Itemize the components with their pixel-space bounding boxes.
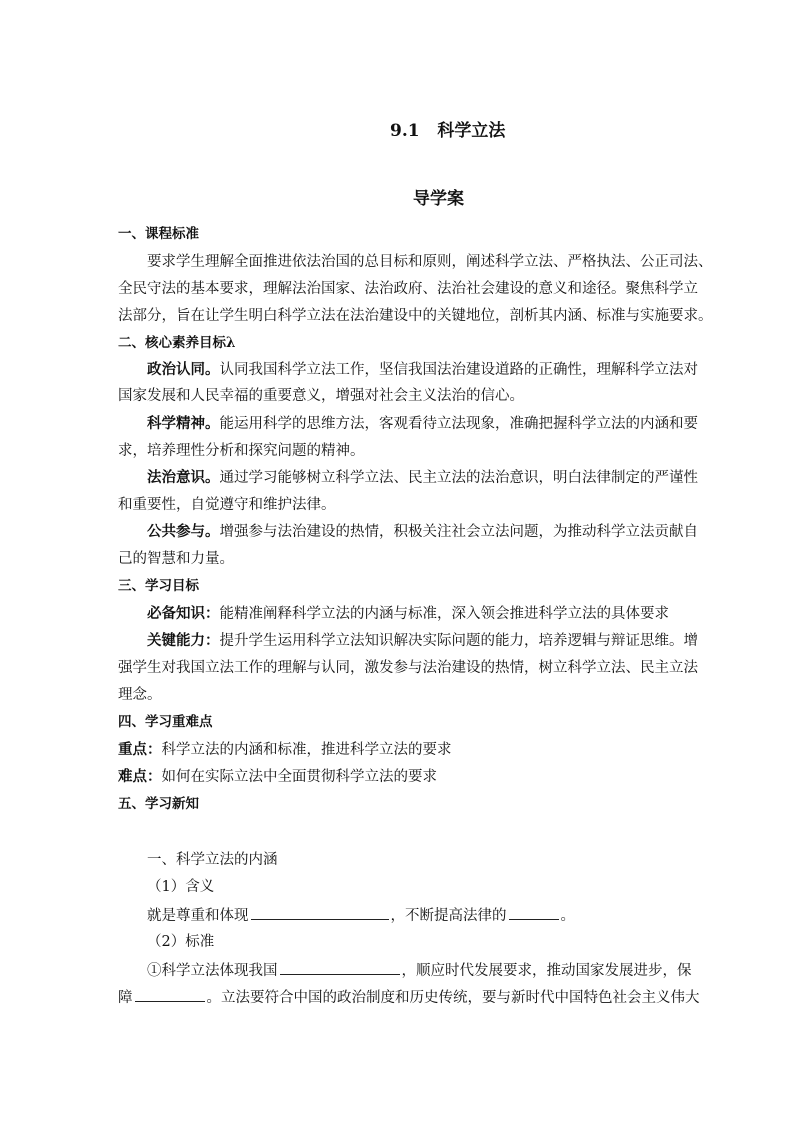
fill-in-line xyxy=(147,959,692,981)
paragraph-line: 一、科学立法的内涵 xyxy=(147,852,278,868)
paragraph-line: 求，培养理性分析和探究问题的精神。 xyxy=(118,443,365,459)
paragraph-line xyxy=(147,604,669,624)
paragraph-line xyxy=(118,767,437,787)
paragraph-text: 障 xyxy=(118,990,133,1006)
paragraph-text: 能运用科学的思维方法，客观看待立法现象，准确把握科学立法的内涵和要 xyxy=(219,416,698,432)
paragraph-text: 提升学生运用科学立法知识解决实际问题的能力，培养逻辑与辩证思维。增 xyxy=(219,633,698,649)
paragraph-line: 全民守法的基本要求，理解法治国家、法治政府、法治社会建设的意义和途径。聚焦科学立 xyxy=(118,281,698,297)
paragraph-line: （2）标准 xyxy=(147,934,215,950)
term-label: 法治意识。 xyxy=(147,469,220,486)
paragraph-line: 要求学生理解全面推进依法治国的总目标和原则，阐述科学立法、严格执法、公正司法、 xyxy=(147,254,713,270)
paragraph-text: ①科学立法体现我国 xyxy=(147,963,278,979)
paragraph-text: 。立法要符合中国的政治制度和历史传统，要与新时代中国特色社会主义伟大 xyxy=(206,990,700,1006)
paragraph-line: 强学生对我国立法工作的理解与认同，激发参与法治建设的热情，树立科学立法、民主立法 xyxy=(118,660,698,676)
fill-in-line xyxy=(118,986,700,1008)
answer-blank[interactable] xyxy=(280,959,400,975)
paragraph-line: （1）含义 xyxy=(147,879,215,895)
paragraph-text: 如何在实际立法中全面贯彻科学立法的要求 xyxy=(161,769,437,785)
term-label: 关键能力： xyxy=(147,632,220,649)
paragraph-line xyxy=(147,522,698,542)
paragraph-line xyxy=(147,468,698,488)
paragraph-line xyxy=(147,631,698,651)
paragraph-text: 认同我国科学立法工作，坚信我国法治建设道路的正确性，理解科学立法对 xyxy=(219,362,698,378)
term-label: 政治认同。 xyxy=(147,361,220,378)
paragraph-text: 能精准阐释科学立法的内涵与标准，深入领会推进科学立法的具体要求 xyxy=(219,606,669,622)
paragraph-line: 法部分，旨在让学生明白科学立法在法治建设中的关键地位，剖析其内涵、标准与实施要求。 xyxy=(118,308,713,324)
term-label: 难点： xyxy=(118,768,162,785)
paragraph-text: ，顺应时代发展要求，推动国家发展进步，保 xyxy=(401,963,692,979)
paragraph-text: 科学立法的内涵和标准，推进科学立法的要求 xyxy=(161,742,452,758)
paragraph-line: 和重要性，自觉遵守和维护法律。 xyxy=(118,497,336,513)
answer-blank[interactable] xyxy=(135,986,205,1002)
term-label: 必备知识： xyxy=(147,605,220,622)
page-title: 9.1 科学立法 xyxy=(390,121,506,141)
section-heading-core-literacy: 二、核心素养目标λ xyxy=(118,335,236,351)
paragraph-line: 国家发展和人民幸福的重要意义，增强对社会主义法治的信心。 xyxy=(118,388,524,404)
paragraph-text: 通过学习能够树立科学立法、民主立法的法治意识，明白法律制定的严谨性 xyxy=(219,470,698,486)
paragraph-line: 理念。 xyxy=(118,687,162,703)
term-label: 科学精神。 xyxy=(147,415,220,432)
page-subtitle: 导学案 xyxy=(413,189,464,209)
paragraph-line xyxy=(147,414,698,434)
paragraph-line xyxy=(147,360,698,380)
paragraph-text: 。 xyxy=(560,908,575,924)
section-heading-key-points: 四、学习重难点 xyxy=(118,714,213,730)
paragraph-text: 就是尊重和体现 xyxy=(147,908,249,924)
paragraph-text: ，不断提高法律的 xyxy=(390,908,507,924)
term-label: 重点： xyxy=(118,741,162,758)
section-heading-new-knowledge: 五、学习新知 xyxy=(118,796,199,812)
paragraph-line: 己的智慧和力量。 xyxy=(118,551,234,567)
fill-in-line xyxy=(147,904,575,926)
section-heading-curriculum: 一、课程标准 xyxy=(118,226,199,242)
term-label: 公共参与。 xyxy=(147,523,220,540)
section-heading-learning-goals: 三、学习目标 xyxy=(118,578,199,594)
paragraph-line xyxy=(118,740,452,760)
answer-blank[interactable] xyxy=(509,904,559,920)
answer-blank[interactable] xyxy=(251,904,389,920)
paragraph-text: 增强参与法治建设的热情，积极关注社会立法问题，为推动科学立法贡献自 xyxy=(219,524,698,540)
